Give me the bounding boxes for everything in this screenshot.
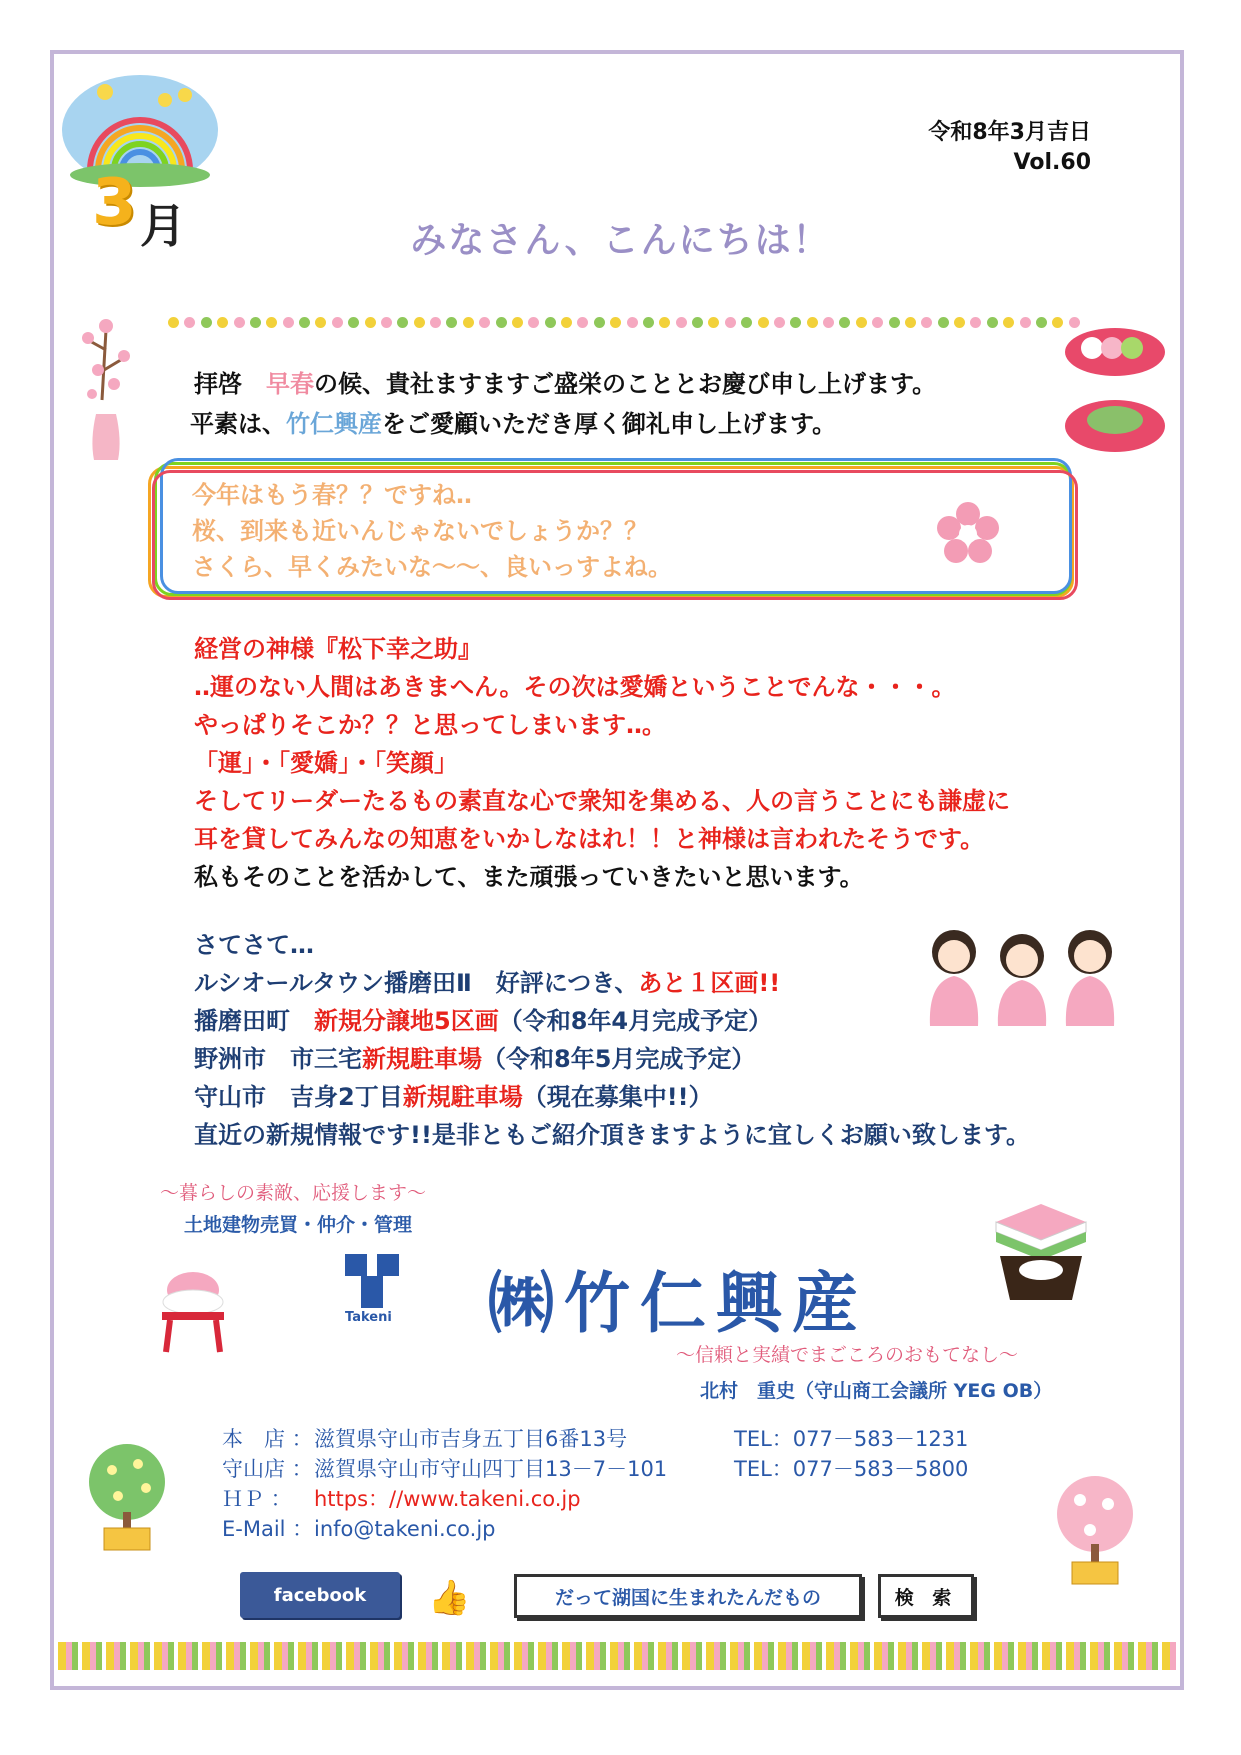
divider-dot [921,317,932,328]
news-highlight: あと１区画!! [638,969,781,997]
divider-dot [217,317,228,328]
news-item [194,964,1030,1002]
news-text: （現在募集中!!） [522,1083,713,1111]
divider-dot [1036,317,1047,328]
month-number: 3 [92,166,137,240]
news-highlight: 新規分譲地5区画 [314,1007,499,1035]
divider-dot [741,317,752,328]
news-text: （令和8年5月完成予定） [482,1045,756,1073]
month-kanji: 月 [140,199,186,253]
divider-dot [1003,317,1014,328]
divider-dot [856,317,867,328]
representative: 北村 重史（守山商工会議所 YEG OB） [700,1380,1053,1402]
divider-dot [430,317,441,328]
spring-line: 今年はもう春？？ですね‥ [192,481,473,509]
quote-line: 経営の神様『松下幸之助』 [194,635,482,663]
mochi-stand-illustration [148,1260,238,1356]
divider-dot [283,317,294,328]
quote-line: 耳を貸してみんなの知恵をいかしなはれ！！と神様は言われたそうです。 [194,825,985,853]
news-item [194,1040,1030,1078]
facebook-button[interactable] [240,1572,400,1618]
divider-dot [839,317,850,328]
divider-dot [168,317,179,328]
news-text: （令和8年4月完成予定） [498,1007,773,1035]
intro-line-1 [194,364,936,404]
divider-dot [201,317,212,328]
divider-dot [758,317,769,328]
quote-line: やっぱりそこか？？と思ってしまいます‥。 [194,711,667,739]
facebook-label: facebook [273,1584,367,1606]
divider-dot [594,317,605,328]
intro-text: 平素は、 [190,410,286,438]
news-text: ルシオールタウン播磨田Ⅱ 好評につき、 [194,969,639,997]
hishimochi-illustration [986,1200,1096,1308]
company-highlight: 竹仁興産 [286,410,382,438]
divider-dot [561,317,572,328]
dot-divider [168,314,1080,330]
divider-dot [889,317,900,328]
plum-vase-illustration [74,310,138,470]
search-button[interactable] [878,1574,974,1618]
contact-row-mail [222,1514,968,1544]
divider-dot [1020,317,1031,328]
contact-label: 本 店 ： [222,1427,313,1451]
intro-line-2 [190,404,936,444]
contact-info [222,1424,968,1544]
divider-dot [266,317,277,328]
news-text: 播磨田町 [194,1007,314,1035]
intro-text: 拝啓 [194,370,266,398]
cherry-tree-illustration [1050,1474,1140,1586]
divider-dot [643,317,654,328]
divider-dot [414,317,425,328]
spring-line: 桜、到来も近いんじゃないでしょうか？？ [192,517,648,545]
rainbow-illustration [60,70,220,190]
divider-dot [790,317,801,328]
divider-dot [872,317,883,328]
divider-dot [823,317,834,328]
divider-dot [610,317,621,328]
divider-dot [381,317,392,328]
contact-label: ＨＰ ： [222,1487,292,1511]
contact-phone: TEL：077－583－1231 [734,1427,969,1451]
takeni-logo-icon [345,1254,399,1308]
divider-dot [234,317,245,328]
plum-blossom-icon [936,502,1000,566]
divider-dot [708,317,719,328]
dango-plates-illustration [1062,320,1168,460]
decorative-border-strip [58,1642,1176,1670]
news-text: 野洲市 市三宅 [194,1045,362,1073]
news-highlight: 新規駐車場 [402,1083,523,1111]
divider-dot [512,317,523,328]
news-item [194,1002,1030,1040]
divider-dot [184,317,195,328]
divider-dot [479,317,490,328]
divider-dot [365,317,376,328]
divider-dot [397,317,408,328]
email-link[interactable]: info@takeni.co.jp [314,1517,496,1541]
issue-date: 令和8年3月吉日 [928,120,1091,145]
divider-dot [577,317,588,328]
issue-volume: Vol.60 [1013,150,1091,175]
divider-dot [676,317,687,328]
contact-row-hp [222,1484,968,1514]
matsushita-quote [194,630,1010,896]
search-phrase: だって湖国に生まれたんだもの [554,1586,821,1609]
contact-phone: TEL：077－583－5800 [734,1457,969,1481]
company-name: ㈱竹仁興産 [488,1264,868,1342]
intro-text: の候、貴社ますますご盛栄のこととお慶び申し上げます。 [314,370,937,398]
search-button-label: 検 索 [894,1586,958,1609]
news-item [194,1078,1030,1116]
contact-address: 滋賀県守山市吉身五丁目6番13号 [314,1427,628,1451]
news-intro: さてさて… [194,931,314,959]
intro-paragraph [190,364,937,444]
news-closing: 直近の新規情報です!!是非ともご紹介頂きますように宜しくお願い致します。 [194,1121,1030,1149]
logo-text: Takeni [345,1310,392,1325]
divider-dot [299,317,310,328]
divider-dot [954,317,965,328]
contact-label: 守山店 ： [222,1457,313,1481]
divider-dot [315,317,326,328]
quote-line: そしてリーダーたるもの素直な心で衆知を集める、人の言うことにも謙虚に [194,787,1010,815]
divider-dot [725,317,736,328]
season-highlight: 早春 [266,370,314,398]
divider-dot [446,317,457,328]
news-text: 守山市 吉身2丁目 [194,1083,403,1111]
divider-dot [496,317,507,328]
greeting-heading: みなさん、こんにちは！ [410,220,831,261]
divider-dot [938,317,949,328]
thumbs-up-icon: 👍 [428,1578,471,1618]
yellow-tree-illustration [84,1442,170,1552]
contact-row-main [222,1424,968,1454]
divider-dot [970,317,981,328]
divider-dot [627,317,638,328]
divider-dot [692,317,703,328]
contact-row-branch [222,1454,968,1484]
divider-dot [987,317,998,328]
divider-dot [528,317,539,328]
quote-line: 「運」・「愛嬌」・「笑顔」 [194,749,458,777]
divider-dot [774,317,785,328]
divider-dot [905,317,916,328]
spring-line: さくら、早くみたいな～～、良いっすよね。 [192,553,672,581]
news-highlight: 新規駐車場 [362,1045,482,1073]
tagline-bottom: ～信頼と実績でまごころのおもてなし～ [676,1344,1019,1366]
divider-dot [659,317,670,328]
contact-address: 滋賀県守山市守山四丁目13－7－101 [314,1457,668,1481]
quote-closing: 私もそのことを活かして、また頑張っていきたいと思います。 [194,863,864,891]
tagline-top: ～暮らしの素敵、応援します～ [160,1182,427,1204]
website-link[interactable]: https：//www.takeni.co.jp [314,1487,581,1511]
issue-info [928,118,1091,178]
contact-label: E-Mail ： [222,1517,314,1541]
business-type: 土地建物売買・仲介・管理 [184,1214,413,1236]
divider-dot [807,317,818,328]
divider-dot [348,317,359,328]
divider-dot [463,317,474,328]
news-section [194,926,1030,1154]
quote-line: ‥運のない人間はあきまへん。その次は愛嬌ということでんな・・・。 [194,673,956,701]
divider-dot [332,317,343,328]
intro-text: をご愛顧いただき厚く御礼申し上げます。 [382,410,837,438]
divider-dot [545,317,556,328]
search-phrase-box[interactable] [514,1574,862,1618]
divider-dot [250,317,261,328]
spring-message [192,477,672,585]
